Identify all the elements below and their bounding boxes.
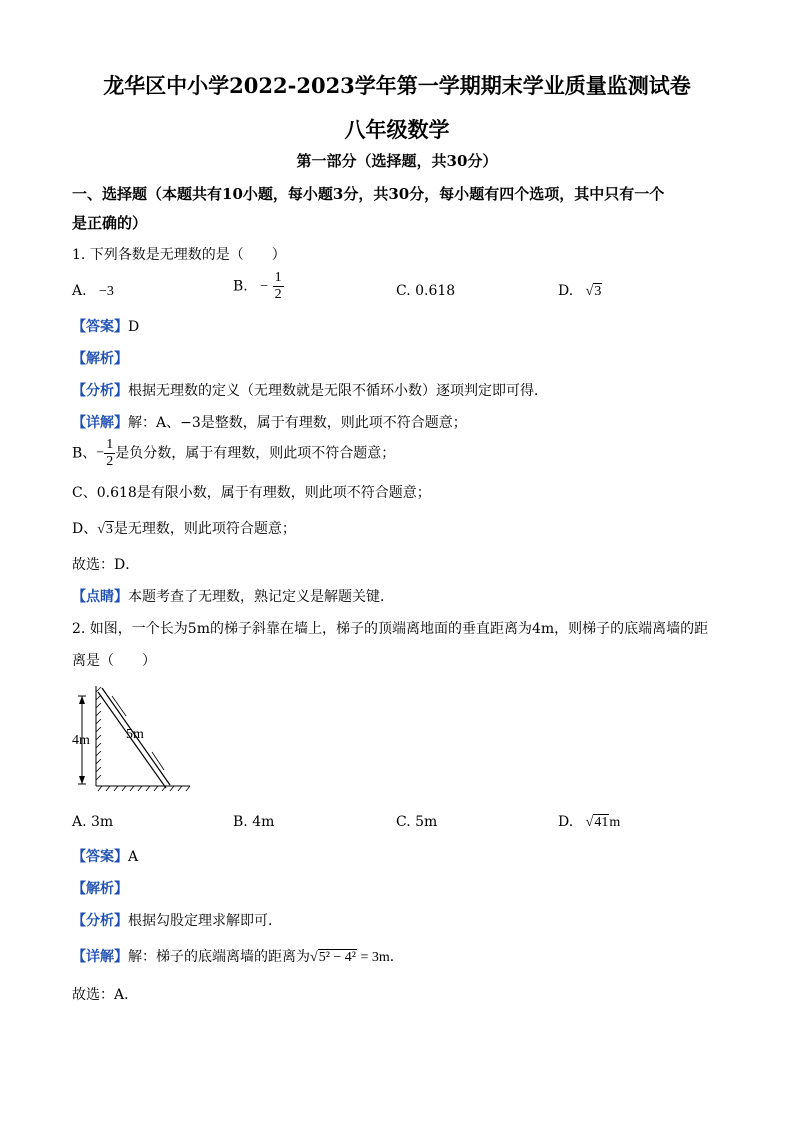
- q1-line-b-prefix: B、: [72, 445, 97, 462]
- ladder-label: 5m: [126, 727, 144, 742]
- q1-answer-tag: 【答案】: [72, 319, 128, 335]
- q2-option-b: B. 4m: [233, 814, 275, 830]
- q1-fenxi-text: 根据无理数的定义（无理数就是无限不循环小数）逐项判定即可得．: [128, 383, 548, 399]
- q1-dianjing-tag: 【点睛】: [72, 589, 128, 605]
- q2-answer-value: A: [128, 849, 139, 865]
- q2-option-d-radicand: 41: [594, 815, 609, 830]
- q1-choose: 故选：D．: [72, 557, 140, 573]
- q1-line-b: [72, 437, 395, 470]
- page-title: 龙华区中小学2022-2023学年第一学期期末学业质量监测试卷: [103, 73, 691, 98]
- q1-option-b: [233, 270, 284, 303]
- q2-analysis-label: 【解析】: [72, 881, 128, 897]
- q1-xiangjie: [72, 414, 467, 432]
- q1-line-d-text: 是无理数，则此项符合题意；: [113, 521, 296, 537]
- q1-line-d: [72, 520, 296, 539]
- q1-option-c: C. 0.618: [396, 283, 456, 299]
- ladder-wall-figure: [66, 682, 196, 794]
- q2-fenxi-tag: 【分析】: [72, 913, 128, 929]
- q2-stem-line1: 2. 如图，一个长为5m的梯子斜靠在墙上，梯子的顶端离地面的垂直距离为4m，则梯子的底端离墙的距: [72, 621, 709, 637]
- q1-line-b-text: 是负分数，属于有理数，则此项不符合题意；: [115, 445, 396, 462]
- q2-stem-line2: 离是（ ）: [72, 653, 156, 669]
- q1-option-d: [558, 282, 602, 301]
- q1-line-b-fraction: [104, 437, 115, 470]
- q2-option-d: [558, 813, 620, 832]
- q1-option-d-sqrt: √3: [585, 284, 602, 299]
- q2-option-d-label: D.: [558, 814, 574, 830]
- q1-analysis-tag: [72, 350, 128, 368]
- q1-line-b-numerator: 1: [106, 437, 114, 452]
- q1-option-d-label: D.: [558, 283, 574, 299]
- q2-option-c: C. 5m: [396, 814, 438, 830]
- q2-fenxi-text: 根据勾股定理求解即可．: [128, 913, 282, 929]
- section-heading-line2: 是正确的）: [72, 214, 148, 232]
- q2-xiangjie-result: = 3m．: [356, 950, 404, 965]
- arrow-up-icon: [79, 696, 85, 704]
- q2-answer: [72, 848, 138, 866]
- q1-fenxi-tag: 【分析】: [72, 383, 128, 399]
- arrow-down-icon: [79, 776, 85, 784]
- q1-xiangjie-tag: 【详解】: [72, 415, 128, 431]
- q1-option-b-fraction: [273, 270, 284, 303]
- wall-hatching: [96, 687, 101, 780]
- page-subtitle: 八年级数学: [344, 117, 450, 142]
- q1-option-a: [72, 282, 114, 301]
- q1-option-d-radicand: 3: [594, 284, 602, 299]
- q1-line-b-denominator: 2: [106, 454, 114, 469]
- q1-option-b-label: B.: [233, 278, 248, 295]
- q1-line-d-radicand: 3: [105, 522, 113, 537]
- section-heading-line1: 一、选择题（本题共有10小题，每小题3分，共30分，每小题有四个选项，其中只有一个: [72, 185, 665, 203]
- q2-xiangjie-radicand: 5² − 4²: [318, 950, 356, 965]
- q2-option-d-sqrt: √41: [585, 815, 609, 830]
- q1-line-d-prefix: D、: [72, 521, 98, 537]
- q1-option-b-sign: −: [260, 278, 269, 294]
- q1-stem: 1. 下列各数是无理数的是（ ）: [72, 247, 286, 263]
- q2-choose: 故选：A．: [72, 987, 139, 1003]
- q1-answer: [72, 318, 139, 336]
- part-heading: 第一部分（选择题，共30分）: [296, 152, 498, 170]
- q2-xiangjie: [72, 948, 404, 967]
- q1-analysis-label: 【解析】: [72, 351, 128, 367]
- q2-analysis-tag: [72, 880, 128, 898]
- q1-xiangjie-text: 解：A、−3是整数，属于有理数，则此项不符合题意；: [128, 415, 467, 431]
- q2-xiangjie-text: 解：梯子的底端离墙的距离为: [128, 949, 310, 965]
- q2-answer-tag: 【答案】: [72, 849, 128, 865]
- q2-xiangjie-tag: 【详解】: [72, 949, 128, 965]
- q1-line-d-sqrt: √3: [97, 522, 113, 537]
- q1-line-c: C、0.618是有限小数，属于有理数，则此项不符合题意；: [72, 485, 431, 501]
- q1-fenxi: [72, 382, 548, 400]
- q2-option-a: A. 3m: [72, 814, 114, 830]
- q1-dianjing-text: 本题考查了无理数，熟记定义是解题关键．: [128, 589, 394, 605]
- q1-option-b-numerator: 1: [274, 270, 282, 285]
- ground-hatching: [98, 786, 190, 791]
- q1-line-b-sign: −: [96, 445, 105, 461]
- q1-option-b-denominator: 2: [274, 287, 282, 302]
- q1-answer-value: D: [128, 319, 140, 335]
- q2-xiangjie-sqrt: √5² − 4²: [310, 950, 356, 965]
- height-label: 4m: [72, 733, 90, 748]
- q2-fenxi: [72, 912, 282, 930]
- q1-option-a-label: A.: [72, 283, 87, 299]
- q1-option-a-value: −3: [99, 284, 114, 299]
- q2-option-d-unit: m: [609, 815, 621, 830]
- q1-dianjing: [72, 588, 394, 606]
